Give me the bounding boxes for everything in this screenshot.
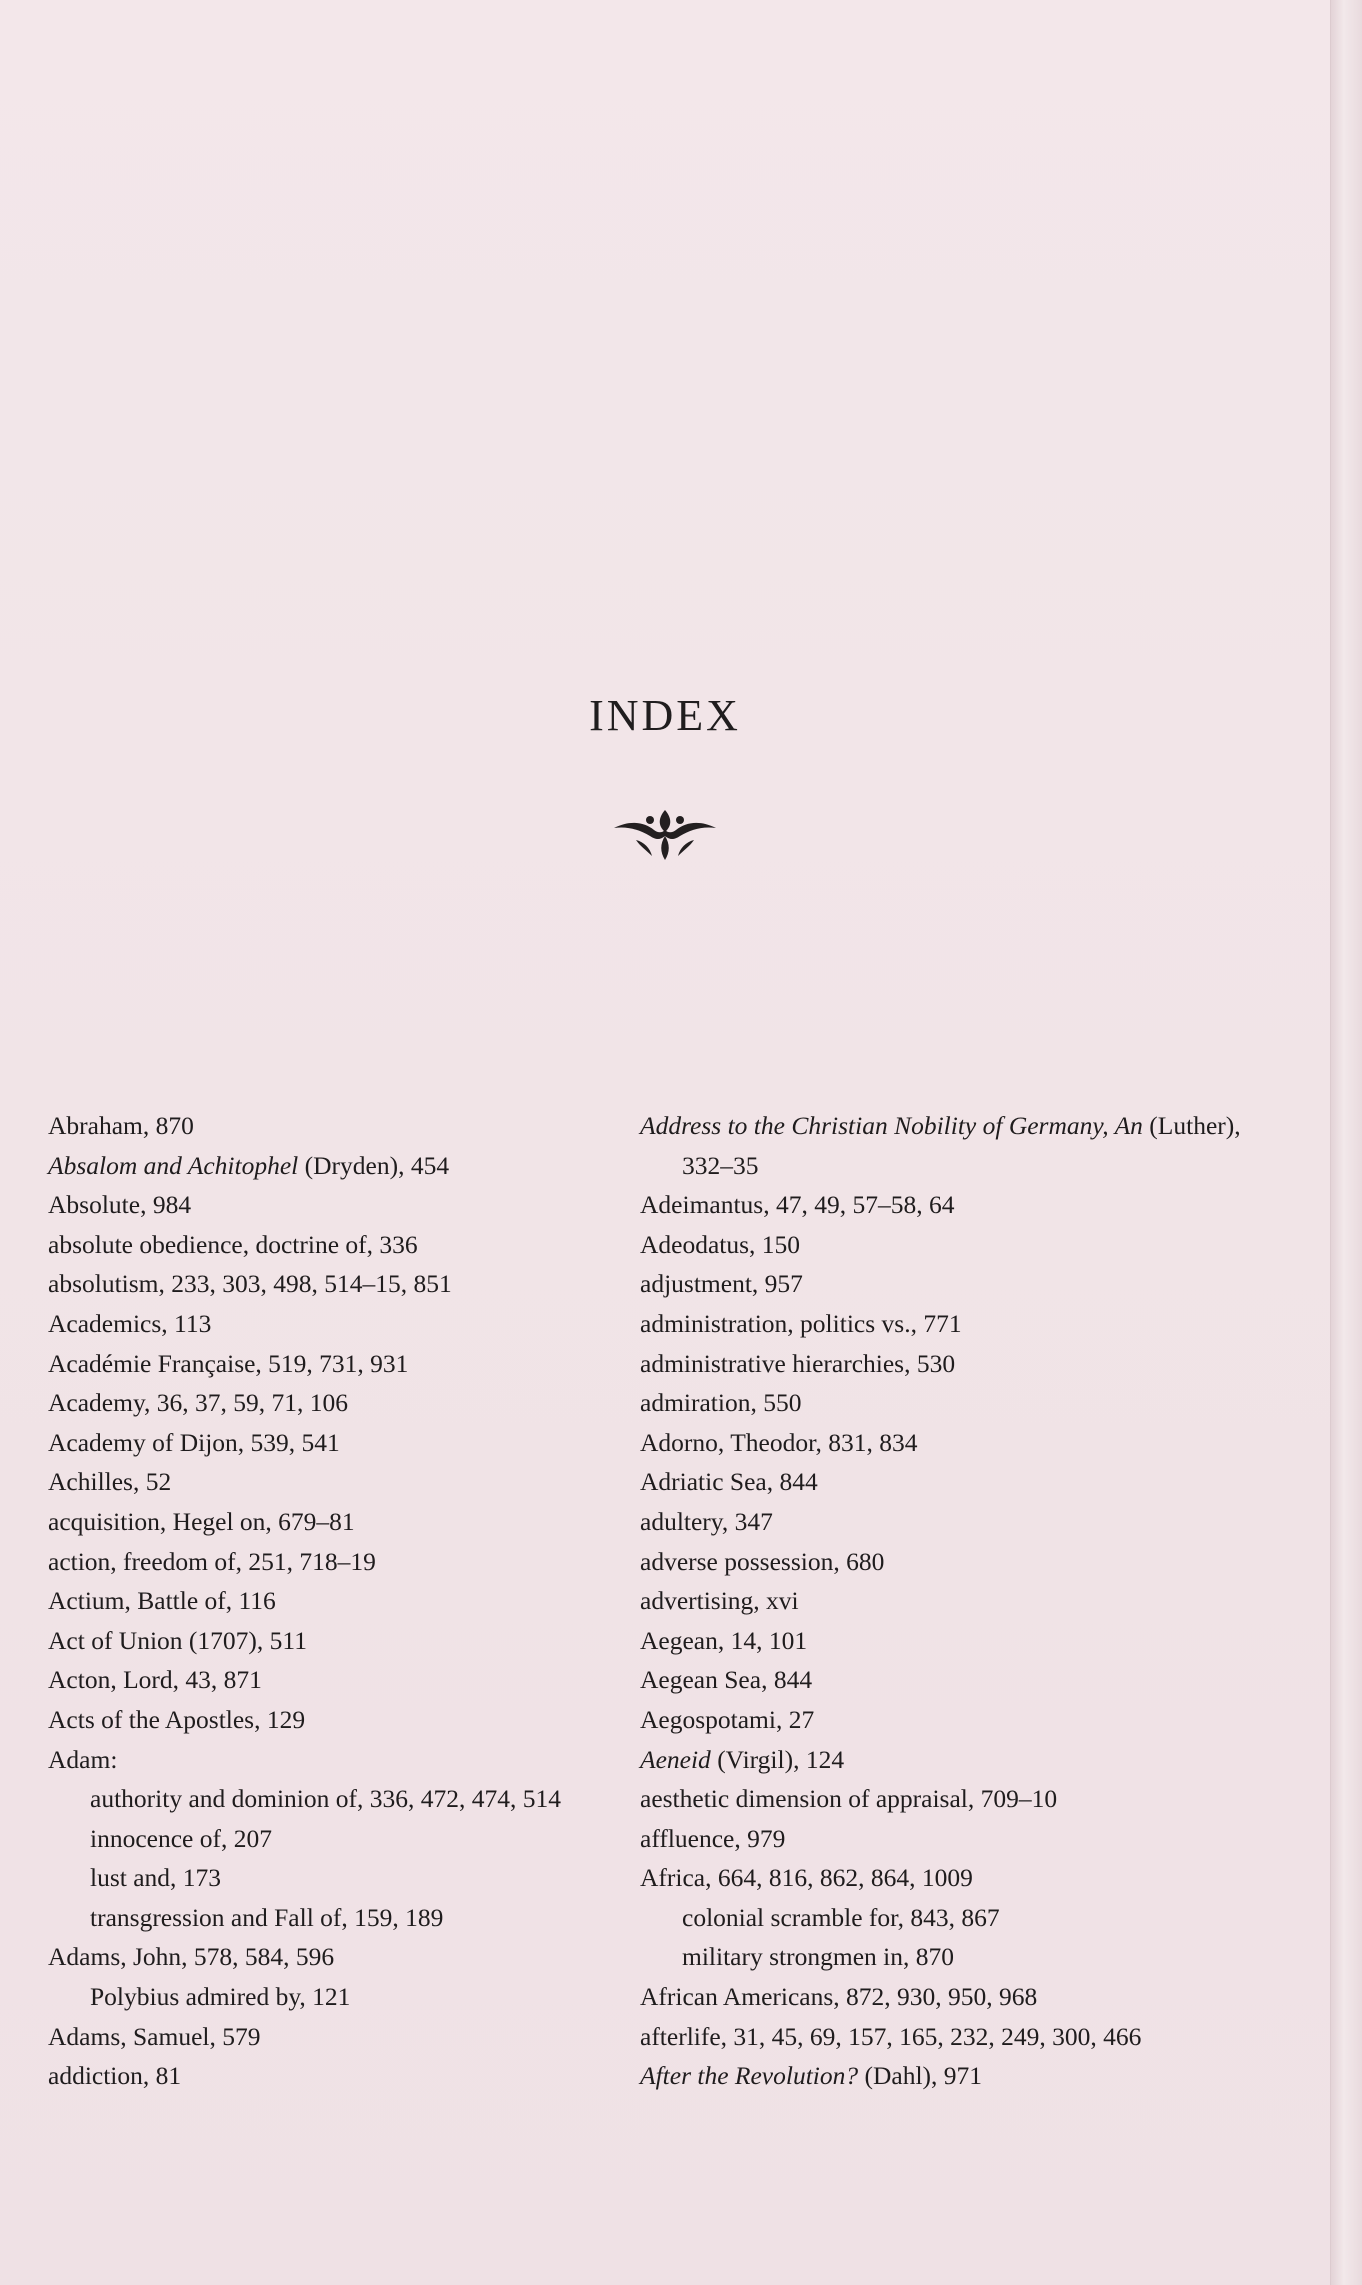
index-entry: afterlife, 31, 45, 69, 157, 165, 232, 249, 300, 466 xyxy=(640,2021,1142,2051)
index-entry: absolutism, 233, 303, 498, 514–15, 851 xyxy=(48,1269,452,1299)
index-entry xyxy=(48,1146,608,1186)
index-entry: Adriatic Sea, 844 xyxy=(640,1467,818,1497)
index-entry: Academy, 36, 37, 59, 71, 106 xyxy=(48,1388,349,1418)
index-subentry: military strongmen in, 870 xyxy=(682,1942,954,1972)
index-entry: aesthetic dimension of appraisal, 709–10 xyxy=(640,1784,1058,1814)
index-subentry: authority and dominion of, 336, 472, 474, 514 xyxy=(90,1784,562,1814)
index-subentry: transgression and Fall of, 159, 189 xyxy=(90,1902,444,1932)
index-entry: Aegospotami, 27 xyxy=(640,1704,815,1734)
index-entry: addiction, 81 xyxy=(48,2061,182,2091)
book-title: After the Revolution? xyxy=(640,2061,859,2091)
book-title: Address to the Christian Nobility of Germany, An xyxy=(640,1111,1143,1140)
index-entry: action, freedom of, 251, 718–19 xyxy=(48,1546,376,1576)
fleuron-ornament-icon xyxy=(610,806,720,862)
index-entry: absolute obedience, doctrine of, 336 xyxy=(48,1229,418,1259)
index-entry: Absolute, 984 xyxy=(48,1190,192,1220)
index-entry: Academics, 113 xyxy=(48,1308,212,1338)
entry-locator: (Dahl), 971 xyxy=(858,2061,983,2091)
index-entry xyxy=(640,1106,1262,1185)
index-entry: Academy of Dijon, 539, 541 xyxy=(48,1427,340,1457)
index-entry: Acts of the Apostles, 129 xyxy=(48,1704,306,1734)
index-entry: Act of Union (1707), 511 xyxy=(48,1625,307,1655)
index-entry: acquisition, Hegel on, 679–81 xyxy=(48,1506,355,1536)
index-entry xyxy=(640,2056,1290,2096)
index-entry: Académie Française, 519, 731, 931 xyxy=(48,1348,409,1378)
entry-locator: (Virgil), 124 xyxy=(710,1744,845,1774)
index-subentry: colonial scramble for, 843, 867 xyxy=(682,1902,1000,1932)
entry-locator: (Dryden), 454 xyxy=(298,1150,450,1180)
index-entry: Adam: xyxy=(48,1744,118,1774)
index-entry: Actium, Battle of, 116 xyxy=(48,1586,276,1616)
book-title: Aeneid xyxy=(640,1744,711,1774)
index-subentry: Polybius admired by, 121 xyxy=(90,1982,351,2012)
index-entry: Adorno, Theodor, 831, 834 xyxy=(640,1427,918,1457)
index-entry: affluence, 979 xyxy=(640,1823,786,1853)
page-title: INDEX xyxy=(589,691,741,740)
entry-locator: (Luther), 332–35 xyxy=(682,1111,1241,1180)
index-column-left xyxy=(48,1106,608,2096)
index-entry: administrative hierarchies, 530 xyxy=(640,1348,956,1378)
index-entry: Adams, John, 578, 584, 596 xyxy=(48,1942,335,1972)
index-entry: Adams, Samuel, 579 xyxy=(48,2021,261,2051)
index-entry: Achilles, 52 xyxy=(48,1467,172,1497)
index-entry xyxy=(640,1740,1290,1780)
index-entry: Aegean Sea, 844 xyxy=(640,1665,813,1695)
index-entry: Adeimantus, 47, 49, 57–58, 64 xyxy=(640,1190,955,1220)
page-edge xyxy=(1330,0,1362,2285)
index-entry: adverse possession, 680 xyxy=(640,1546,885,1576)
index-entry: Africa, 664, 816, 862, 864, 1009 xyxy=(640,1863,973,1893)
index-entry: advertising, xvi xyxy=(640,1586,799,1616)
index-entry: adjustment, 957 xyxy=(640,1269,803,1299)
index-column-right xyxy=(640,1106,1290,2096)
index-entry: Adeodatus, 150 xyxy=(640,1229,801,1259)
index-entry: adultery, 347 xyxy=(640,1506,773,1536)
index-subentry: lust and, 173 xyxy=(90,1863,222,1893)
index-entry: African Americans, 872, 930, 950, 968 xyxy=(640,1982,1038,2012)
index-entry: Aegean, 14, 101 xyxy=(640,1625,808,1655)
index-subentry: innocence of, 207 xyxy=(90,1823,272,1853)
index-entry: Abraham, 870 xyxy=(48,1111,194,1140)
index-entry: admiration, 550 xyxy=(640,1388,802,1418)
index-entry: administration, politics vs., 771 xyxy=(640,1308,962,1338)
book-title: Absalom and Achitophel xyxy=(48,1150,299,1180)
index-entry: Acton, Lord, 43, 871 xyxy=(48,1665,262,1695)
